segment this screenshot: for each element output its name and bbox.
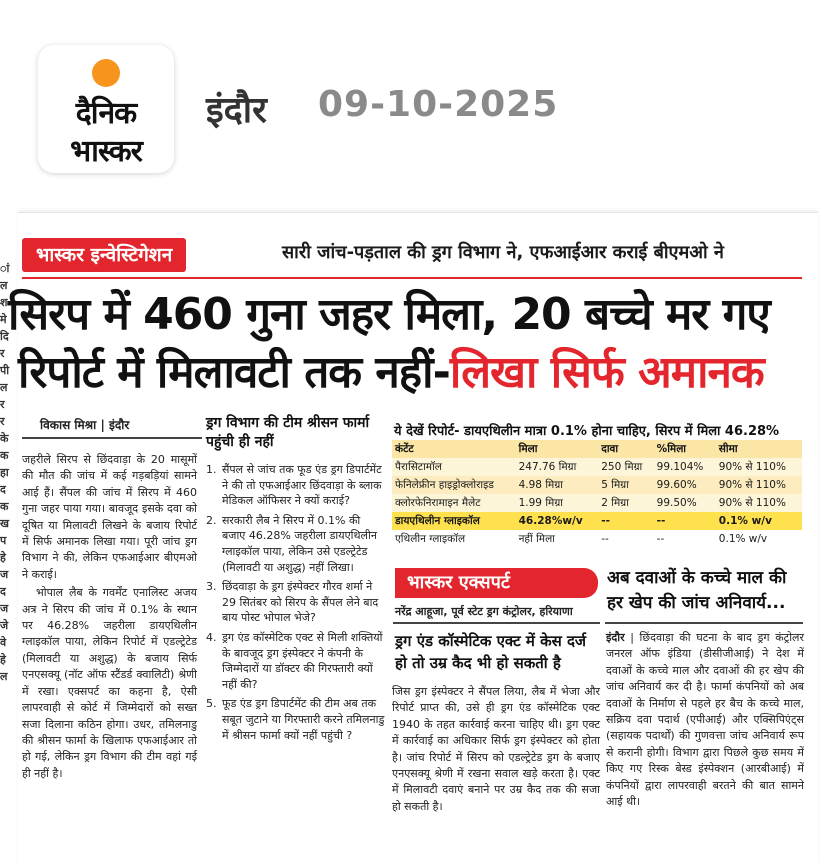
cut-off-text-fragment: हे [0,653,6,666]
table-cell: 99.60% [654,476,716,494]
question-item [206,630,386,692]
cut-off-text-fragment: ल [0,670,8,683]
cut-off-text-fragment: ां [0,262,10,275]
table-header: सीमा [716,440,802,458]
investigation-badge: भास्कर इन्वेस्टिगेशन [22,238,186,272]
table-row [392,494,802,512]
cut-off-text-fragment: ल [0,381,8,394]
side-story-body [606,630,804,810]
sun-icon [92,59,120,87]
table-cell: -- [598,530,653,548]
table-cell: डायएथिलीन ग्लाइकॉल [392,512,516,530]
side-story-dateline: इंदौर [606,631,625,644]
cut-off-text-fragment: वे [0,636,7,649]
question-text: ड्रग एंड कॉस्मेटिक एक्ट से मिली शक्तियों के बावजूद ड्रग इंस्पेक्टर ने कंपनी के जिम्मेदारों या डॉक्टर की गिरफ्तारी क्यों नहीं की? [222,630,383,691]
table-cell: 5 मिग्रा [598,476,653,494]
table-row [392,476,802,494]
report-table [392,440,802,548]
cut-off-text-fragment: द [0,585,6,598]
table-row [392,458,802,476]
report-table-title: ये देखें रिपोर्ट- डायएथिलीन मात्रा 0.1% होना चाहिए, सिरप में मिला 46.28% [394,424,780,439]
cut-off-text-fragment: ल [0,279,8,292]
question-number: 2. [206,513,217,527]
table-cell: नहीं मिला [516,530,599,548]
headline-line2-red: लिखा सिर्फ अमानक [449,347,764,398]
table-header: कंटेंट [392,440,516,458]
table-row-highlighted [392,512,802,530]
table-cell: 99.104% [654,458,716,476]
question-item [206,696,386,743]
cut-off-text-fragment: हे [0,551,6,564]
questions-list [206,462,386,747]
table-cell: पैरासिटामॉल [392,458,516,476]
question-item [206,579,386,626]
table-cell: 2 मिग्रा [598,494,653,512]
byline: विकास मिश्रा | इंदौर [40,418,130,432]
table-cell: 247.76 मिग्रा [516,458,599,476]
logo-text-line1: दैनिक [75,96,137,131]
cut-off-text-fragment: हा [0,466,9,479]
expert-name: नरेंद्र आहूजा, पूर्व स्टेट ड्रग कंट्रोलर, हरियाणा [395,605,573,618]
questions-title: ड्रग विभाग की टीम श्रीसन फार्मा पहुंची ही नहीं [206,415,370,450]
question-text: फूड एंड ड्रग डिपार्टमेंट की टीम अब तक सबूत जुटाने या गिरफ्तारी करने तमिलनाडु में श्रीसन फार्मा क्यों नहीं पहुंची ? [222,697,385,742]
cut-off-text-fragment: र [0,398,5,411]
cut-off-text-fragment: क [0,449,9,462]
table-header: दावा [598,440,653,458]
table-header: मिला [516,440,599,458]
table-header: %मिला [654,440,716,458]
cut-off-text-fragment: मे [0,313,7,326]
headline-line1: सिरप में 460 गुना जहर मिला, 20 बच्चे मर गए [8,289,770,340]
story-paragraph-1: जहरीले सिरप से छिंदवाड़ा के 20 मासूमों की मौत की जांच में कई गड़बड़ियां सामने आई हैं। सैंपल की जांच में सिरप में 460 गुना जहर पाया गया। बावजूद इसके दवा को दूषित या मिलावटी लिखने के बजाय रिपोर्ट में सिर्फ अमानक लिखा गया। पूरी जांच ड्रग विभाग ने की, लेकिन एफआईआर बीएमओ ने कराई। [22,453,197,581]
table-cell: 0.1% w/v [716,530,802,548]
question-text: सैंपल से जांच तक फूड एंड ड्रग डिपार्टमेंट ने की तो एफआईआर छिंदवाड़ा के ब्लाक मेडिकल ऑफिसर ने क्यों कराई? [222,463,382,508]
cut-off-text-fragment: प [0,534,7,547]
story-body [22,452,197,784]
cut-off-text-fragment: ज [0,602,9,615]
story-paragraph-2: भोपाल लैब के गवर्मेंट एनालिस्ट अजय अत्र ने सिरप की जांच में 0.1% के स्थान पर 46.28% जहरीला डायएथिलीन ग्लाइकॉल पाया, लेकिन रिपोर्ट में एडल्ट्रेटेड (मिलावटी या अशुद्ध) के बजाय सिर्फ एनएसक्यू (नॉट ऑफ स्टैंडर्ड क्वालिटी) श्रेणी में रखा। एक्सपर्ट का कहना है, ऐसी लापरवाही से कोर्ट में जिम्मेदारों को सख्त सजा दिलाना कठिन होगा। उधर, तमिलनाडु की श्रीसन फार्मा के खिलाफ एफआईआर तो हो गई, लेकिन ड्रग विभाग की टीम वहां गई ही नहीं है। [22,586,197,780]
table-cell: फेनिलेफ्रीन हाइड्रोक्लोराइड [392,476,516,494]
table-cell: 90% से 110% [716,458,802,476]
cut-off-text-fragment: पी [0,364,10,377]
cut-off-text-fragment: दि [0,330,9,343]
cut-off-text-fragment: ख [0,517,9,530]
logo-text-line2: भास्कर [70,134,142,169]
headline-line2 [18,340,764,400]
table-cell: 46.28%w/v [516,512,599,530]
table-cell: 1.99 मिग्रा [516,494,599,512]
question-text: सरकारी लैब ने सिरप में 0.1% की बजाए 46.28% जहरीला डायएथिलीन ग्लाइकॉल पाया, लेकिन उसे एडल्ट्रेटेड (मिलावटी या अशुद्ध) नहीं लिखा। [222,513,377,574]
dainik-bhaskar-logo [38,45,174,173]
edition-city: इंदौर [206,90,267,131]
table-cell: 90% से 110% [716,494,802,512]
cut-off-text-fragment: श [0,296,8,309]
cut-off-text-fragment: र [0,415,5,428]
cut-off-text-fragment: के [0,432,9,445]
expert-headline: ड्रग एंड कॉस्मेटिक एक्ट में केस दर्ज हो तो उम्र कैद भी हो सकती है [395,632,587,672]
question-number: 4. [206,630,217,644]
question-text: छिंदवाड़ा के ड्रग इंस्पेक्टर गौरव शर्मा ने 29 सितंबर को सिरप के सैंपल लेने बाद बाय पोस्ट भोपाल भेजे? [222,580,379,625]
byline-rule [22,437,202,439]
table-cell: -- [654,530,716,548]
cut-off-text-fragment: जे [0,619,9,632]
expert-badge: भास्कर एक्सपर्ट [395,568,598,598]
expert-body: जिस ड्रग इंस्पेक्टर ने सैंपल लिया, लैब में भेजा और रिपोर्ट प्राप्त की, उसे ही ड्रग एंड कॉस्मेटिक एक्ट 1940 के तहत कार्रवाई करना चाहिए थी। ड्रग एक्ट में कार्रवाई का अधिकार सिर्फ ड्रग इंस्पेक्टर को होता है। जांच रिपोर्ट में सिरप को एडल्ट्रेटेड ड्रग के बजाए एनएसक्यू श्रेणी में रखना सवाल खड़े करता है। एक्ट में मिलावटी दवाएं बनाने पर उम्र कैद तक की सजा हो सकती है। [392,685,600,813]
side-story-rule [605,622,803,624]
edition-date: 09-10-2025 [318,84,559,125]
cut-off-text-fragment: र [0,347,5,360]
cut-off-text-fragment: ज [0,568,9,581]
question-number: 5. [206,697,217,711]
table-cell: 0.1% w/v [716,512,802,530]
kicker-line: सारी जांच-पड़ताल की ड्रग विभाग ने, एफआईआर कराई बीएमओ ने [282,242,724,263]
question-number: 1. [206,463,217,476]
table-cell: 99.50% [654,494,716,512]
question-item [206,462,386,509]
table-cell: -- [654,512,716,530]
question-item [206,513,386,575]
table-cell: एथिलीन ग्लाइकॉल [392,530,516,548]
table-row [392,530,802,548]
divider-rule [22,277,802,279]
table-cell: -- [598,512,653,530]
table-cell: 90% से 110% [716,476,802,494]
table-header-row [392,440,802,458]
expert-rule [393,622,600,624]
table-cell: 4.98 मिग्रा [516,476,599,494]
table-cell: क्लोरफेनिरामाइन मैलेट [392,494,516,512]
cut-off-text-fragment: द [0,483,6,496]
cut-off-text-fragment: क [0,500,9,513]
side-story-text: | छिंदवाड़ा की घटना के बाद ड्रग कंट्रोलर जनरल ऑफ इंडिया (डीसीजीआई) ने देश में दवाओं के कच्चे माल और दवाओं की हर खेप की जांच अनिवार्य कर दी है। फार्मा कंपनियों को अब दवाओं के निर्माण से पहले हर बैच के कच्चे माल, सक्रिय दवा पदार्थ (एपीआई) और एक्सिपिएंट्स (सहायक पदार्थों) की गुणवत्ता जांच अनिवार्य रूप से करानी होगी। विभाग द्वारा पिछले कुछ समय में किए गए रिस्क बेस्ड इंस्पेक्शन (आरबीआई) में कंपनियों द्वारा लापरवाही बरतने की बात सामने आई थी। [606,631,804,809]
table-cell: 250 मिग्रा [598,458,653,476]
headline-line2-black: रिपोर्ट में मिलावटी तक नहीं- [18,347,450,398]
question-number: 3. [206,580,217,594]
side-story-headline: अब दवाओं के कच्चे माल की हर खेप की जांच अनिवार्य... [607,568,787,613]
